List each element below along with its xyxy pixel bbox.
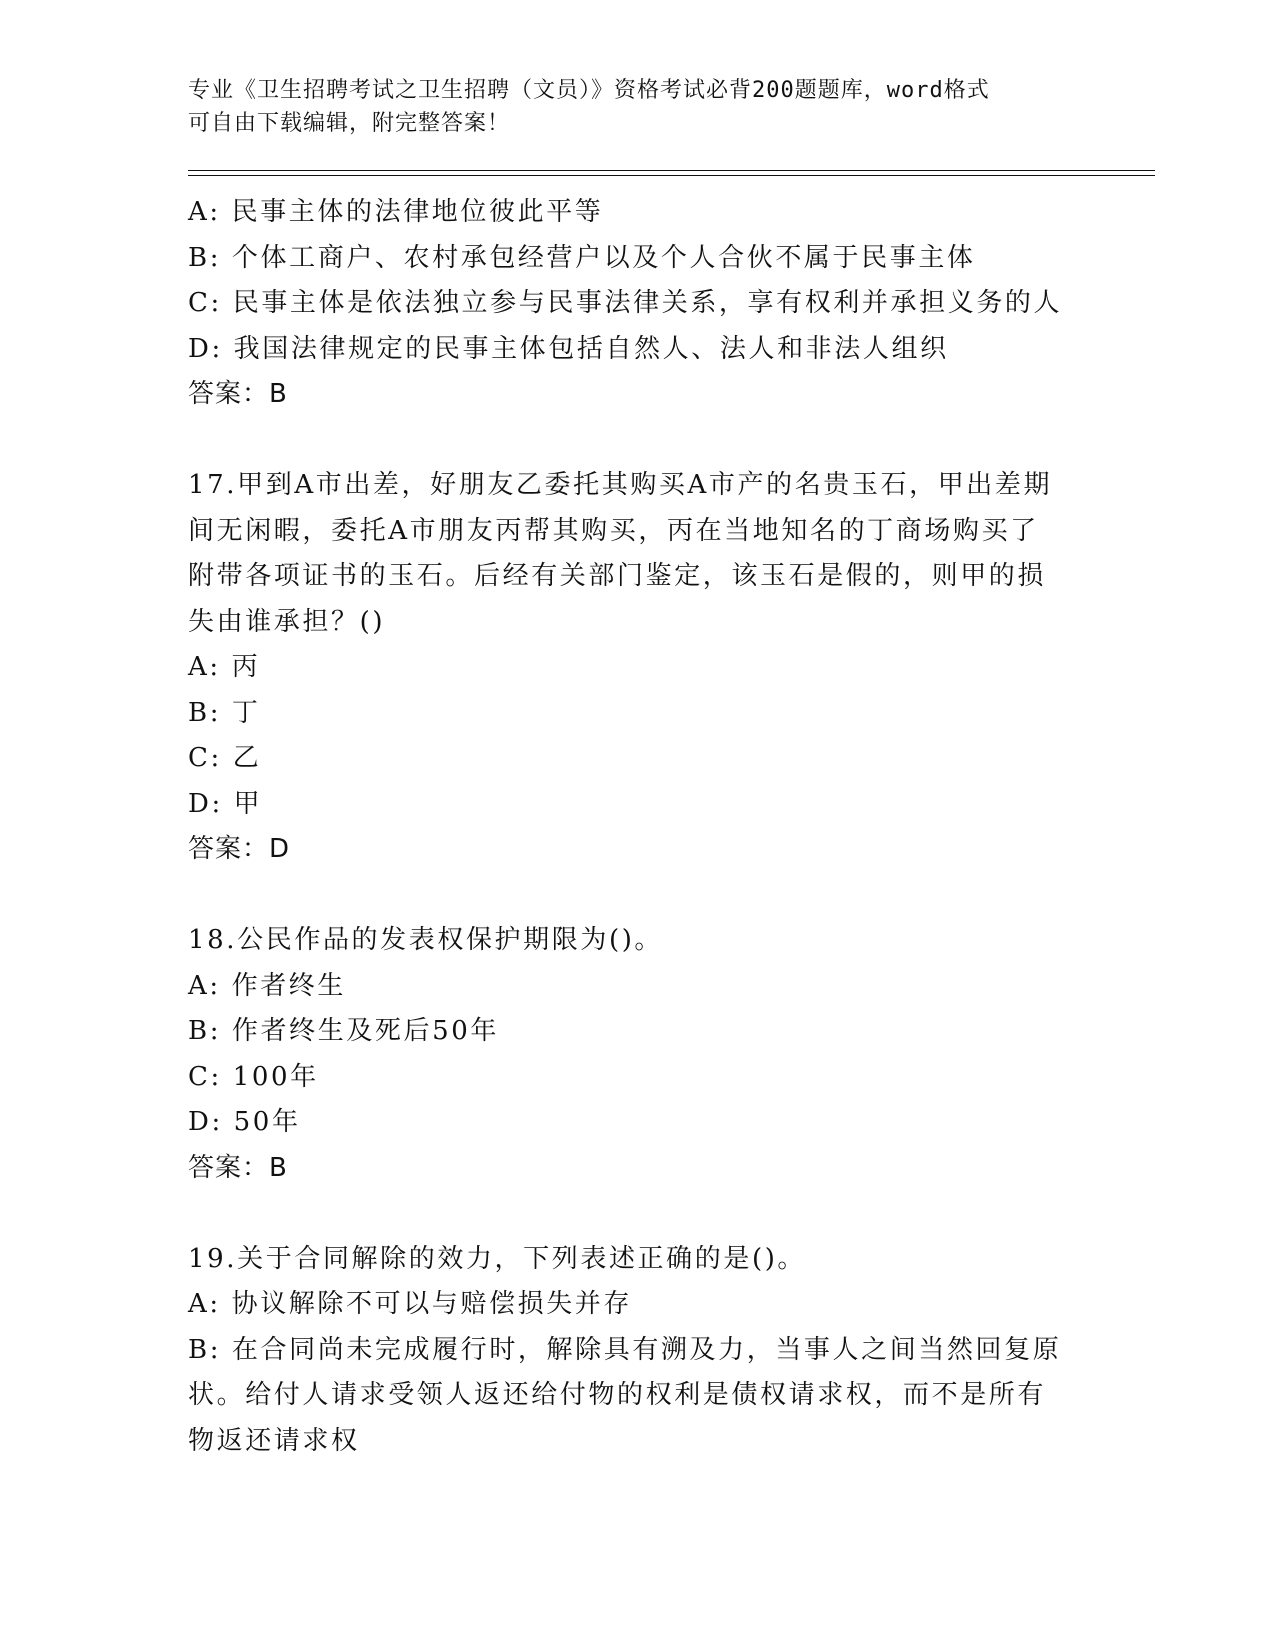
answer: 答案：B [188, 1152, 288, 1183]
option-b: B: 丁 [188, 697, 261, 728]
question-stem: 17.甲到A市出差，好朋友乙委托其购买A市产的名贵玉石，甲出差期 [188, 470, 1053, 500]
option-a: A: 协议解除不可以与赔偿损失并存 [188, 1289, 633, 1319]
option-a: A: 民事主体的法律地位彼此平等 [188, 197, 604, 227]
option-a: A: 作者终生 [188, 970, 347, 1001]
question-stem: 间无闲暇，委托A市朋友丙帮其购买，丙在当地知名的丁商场购买了 [188, 515, 1039, 546]
option-b: B: 作者终生及死后50年 [188, 1016, 500, 1046]
option-d: D: 50年 [188, 1107, 301, 1137]
spacer [188, 873, 1088, 919]
answer: 答案：B [188, 379, 288, 409]
question-16 [188, 190, 1088, 418]
option-d: D: 我国法律规定的民事主体包括自然人、法人和非法人组织 [188, 333, 949, 364]
answer: 答案：D [188, 834, 291, 864]
spacer [188, 1191, 1088, 1237]
question-19 [188, 1237, 1088, 1465]
question-stem: 失由谁承担？() [188, 606, 386, 637]
option-c: C: 乙 [188, 743, 262, 773]
header-line-2: 可自由下载编辑，附完整答案！ [188, 111, 511, 136]
question-17 [188, 463, 1088, 873]
question-stem: 19.关于合同解除的效力，下列表述正确的是()。 [188, 1243, 807, 1274]
option-d: D: 甲 [188, 788, 263, 819]
option-b: B: 个体工商户、农村承包经营户以及个人合伙不属于民事主体 [188, 242, 976, 273]
question-18 [188, 918, 1088, 1191]
option-b-continued: 状。给付人请求受领人返还给付物的权利是债权请求权，而不是所有 [188, 1380, 1047, 1410]
header-rule-bottom [188, 175, 1155, 176]
spacer [188, 418, 1088, 464]
option-b: B: 在合同尚未完成履行时，解除具有溯及力，当事人之间当然回复原 [188, 1334, 1062, 1365]
document-header [188, 74, 1068, 140]
option-b-continued: 物返还请求权 [188, 1425, 360, 1456]
question-stem: 18.公民作品的发表权保护期限为()。 [188, 925, 664, 955]
option-c: C: 100年 [188, 1061, 319, 1092]
header-line-1: 专业《卫生招聘考试之卫生招聘（文员）》资格考试必背200题题库，word格式 [188, 78, 990, 103]
option-a: A: 丙 [188, 652, 261, 682]
header-rule-top [188, 170, 1155, 171]
option-c: C: 民事主体是依法独立参与民事法律关系，享有权利并承担义务的人 [188, 288, 1063, 318]
question-stem: 附带各项证书的玉石。后经有关部门鉴定，该玉石是假的，则甲的损 [188, 561, 1047, 591]
question-list [188, 190, 1088, 1464]
